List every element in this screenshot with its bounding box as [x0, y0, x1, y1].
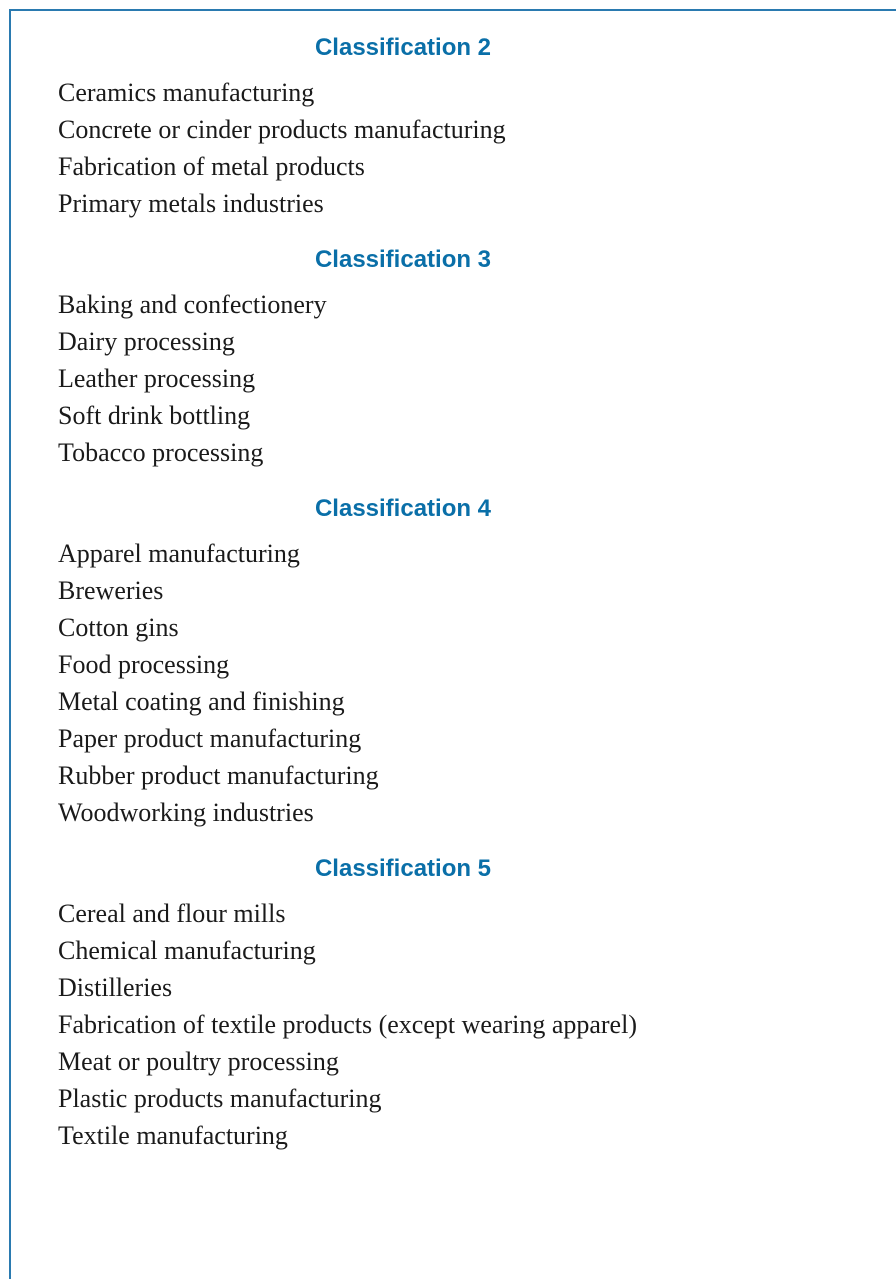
list-item: Tobacco processing: [58, 438, 264, 467]
list-item: Chemical manufacturing: [58, 936, 316, 965]
list-item: Primary metals industries: [58, 189, 324, 218]
list-item: Cotton gins: [58, 613, 179, 642]
list-item: Apparel manufacturing: [58, 539, 300, 568]
list-item: Meat or poultry processing: [58, 1047, 339, 1076]
item-list: [58, 535, 878, 831]
classification-section: [58, 491, 878, 831]
list-item: Fabrication of textile products (except wearing apparel): [58, 1010, 637, 1039]
list-item: Fabrication of metal products: [58, 152, 365, 181]
list-item: Paper product manufacturing: [58, 724, 362, 753]
classification-section: [58, 242, 878, 471]
item-list: [58, 74, 878, 222]
list-item: Soft drink bottling: [58, 401, 251, 430]
list-item: Textile manufacturing: [58, 1121, 288, 1150]
classification-section: [58, 851, 878, 1154]
list-item: Baking and confectionery: [58, 290, 327, 319]
list-item: Dairy processing: [58, 327, 235, 356]
list-item: Rubber product manufacturing: [58, 761, 379, 790]
classification-section: [58, 30, 878, 222]
list-item: Food processing: [58, 650, 230, 679]
list-item: Woodworking industries: [58, 798, 314, 827]
list-item: Metal coating and finishing: [58, 687, 345, 716]
item-list: [58, 895, 878, 1154]
list-item: Breweries: [58, 576, 164, 605]
list-item: Plastic products manufacturing: [58, 1084, 382, 1113]
section-heading: Classification 4: [314, 495, 492, 522]
list-item: Ceramics manufacturing: [58, 78, 315, 107]
list-item: Leather processing: [58, 364, 256, 393]
item-list: [58, 286, 878, 471]
section-heading: Classification 2: [314, 34, 492, 61]
section-heading: Classification 5: [314, 855, 492, 882]
list-item: Distilleries: [58, 973, 173, 1002]
section-heading: Classification 3: [314, 246, 492, 273]
list-item: Concrete or cinder products manufacturing: [58, 115, 506, 144]
list-item: Cereal and flour mills: [58, 899, 286, 928]
classification-list: [58, 30, 878, 1154]
